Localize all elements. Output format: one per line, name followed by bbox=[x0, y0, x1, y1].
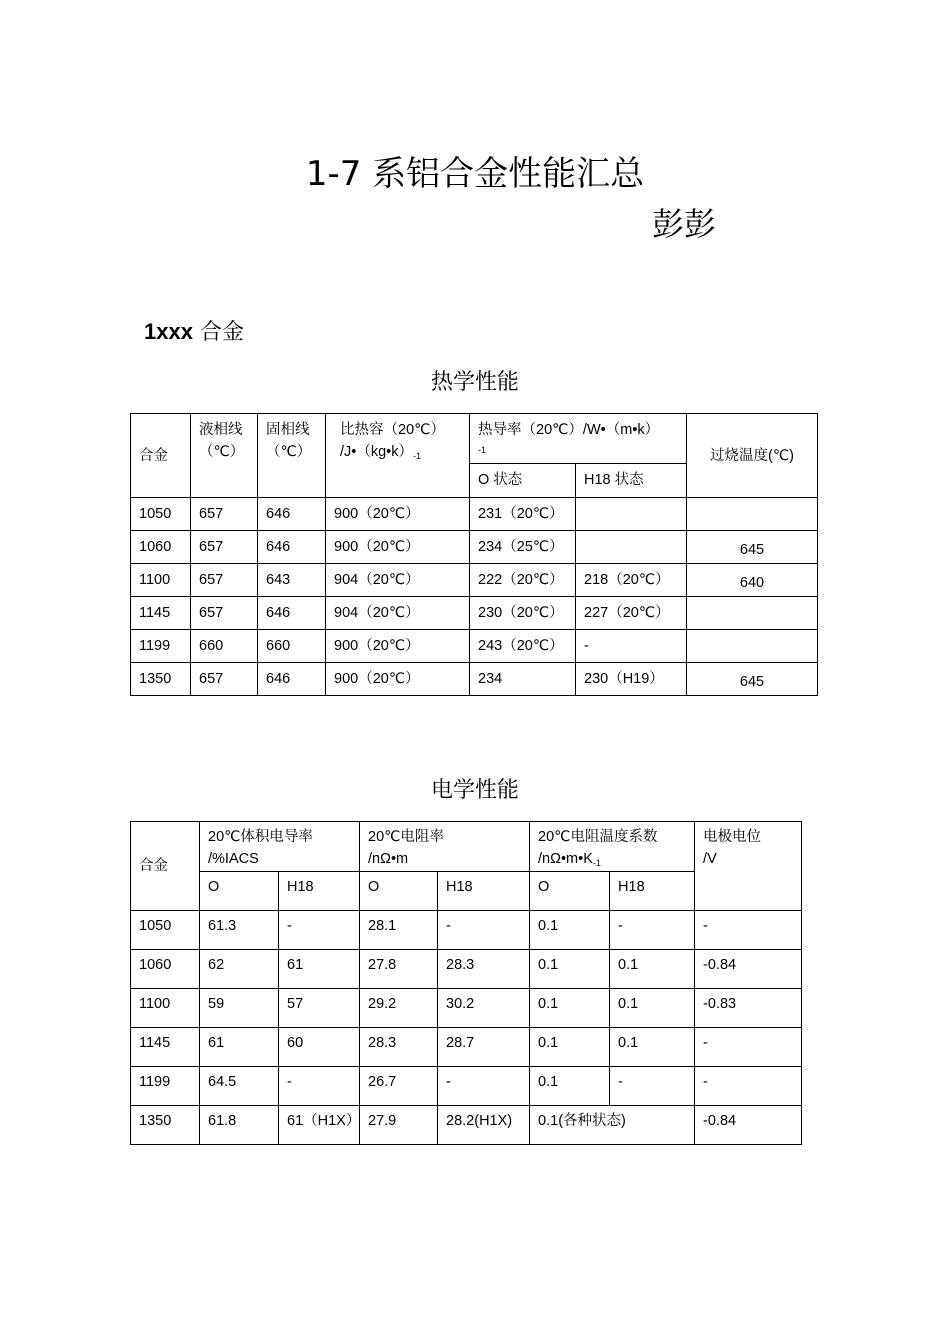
header-burning-temp: 过烧温度(℃) bbox=[687, 414, 818, 498]
table-row bbox=[131, 531, 818, 564]
header-liquidus-line2: （℃） bbox=[199, 444, 245, 460]
cell-burning-temp: 645 bbox=[687, 531, 818, 564]
cell-conductivity-o: 234 bbox=[470, 663, 576, 696]
header-volume-conductivity-line1: 20℃体积电导率 bbox=[208, 829, 313, 845]
header-temp-coefficient bbox=[530, 822, 695, 872]
header-temp-coefficient-line2 bbox=[538, 848, 694, 871]
cell-resistivity-o: 28.3 bbox=[360, 1028, 438, 1067]
cell-conductivity-o: 62 bbox=[200, 950, 279, 989]
cell-electrode-potential: -0.84 bbox=[695, 950, 802, 989]
cell-conductivity-o: 231（20℃） bbox=[470, 498, 576, 531]
cell-conductivity-o: 230（20℃） bbox=[470, 597, 576, 630]
cell-liquidus: 657 bbox=[191, 663, 258, 696]
cell-resistivity-o: 28.1 bbox=[360, 911, 438, 950]
header-liquidus-line1: 液相线 bbox=[199, 422, 243, 438]
header-state-o: O 状态 bbox=[470, 464, 576, 498]
table-row bbox=[131, 1028, 802, 1067]
cell-liquidus: 660 bbox=[191, 630, 258, 663]
header-state-h18: H18 状态 bbox=[576, 464, 687, 498]
table-row bbox=[131, 630, 818, 663]
cell-alloy: 1199 bbox=[131, 1067, 200, 1106]
document-title: 1-7 系铝合金性能汇总 bbox=[305, 154, 645, 194]
header-thermal-conductivity-exponent: -1 bbox=[478, 445, 487, 455]
cell-temp-coefficient-h18: 0.1 bbox=[610, 950, 695, 989]
cell-conductivity-h18: - bbox=[576, 630, 687, 663]
header-specific-heat-line1: 比热容（20℃） bbox=[340, 422, 445, 438]
cell-specific-heat: 904（20℃） bbox=[326, 597, 470, 630]
cell-specific-heat: 900（20℃） bbox=[326, 663, 470, 696]
cell-alloy: 1145 bbox=[131, 1028, 200, 1067]
header-resistivity-h18: H18 bbox=[438, 872, 530, 911]
cell-electrode-potential: - bbox=[695, 911, 802, 950]
header-solidus bbox=[258, 414, 326, 498]
cell-solidus: 646 bbox=[258, 663, 326, 696]
cell-resistivity-h18: - bbox=[438, 1067, 530, 1106]
cell-temp-coefficient-h18: 0.1 bbox=[610, 989, 695, 1028]
cell-liquidus: 657 bbox=[191, 498, 258, 531]
cell-conductivity-h18: 60 bbox=[279, 1028, 360, 1067]
cell-solidus: 646 bbox=[258, 531, 326, 564]
cell-electrode-potential: - bbox=[695, 1067, 802, 1106]
cell-alloy: 1350 bbox=[131, 1106, 200, 1145]
cell-burning-temp bbox=[687, 630, 818, 663]
header-temp-coefficient-exponent: -1 bbox=[592, 858, 601, 868]
cell-solidus: 646 bbox=[258, 597, 326, 630]
table-row bbox=[131, 989, 802, 1028]
cell-conductivity-h18: 61（H1X） bbox=[279, 1106, 360, 1145]
cell-liquidus: 657 bbox=[191, 564, 258, 597]
cell-electrode-potential: -0.83 bbox=[695, 989, 802, 1028]
cell-specific-heat: 904（20℃） bbox=[326, 564, 470, 597]
cell-alloy: 1060 bbox=[131, 950, 200, 989]
header-temp-coefficient-o: O bbox=[530, 872, 610, 911]
header-volume-conductivity-line2: /%IACS bbox=[208, 851, 259, 867]
cell-conductivity-h18: - bbox=[279, 911, 360, 950]
table-row bbox=[131, 597, 818, 630]
electrical-table-caption: 电学性能 bbox=[430, 778, 519, 803]
cell-temp-coefficient-h18: 0.1 bbox=[610, 1028, 695, 1067]
cell-alloy: 1100 bbox=[131, 564, 191, 597]
cell-conductivity-h18: - bbox=[279, 1067, 360, 1106]
header-temp-coefficient-h18: H18 bbox=[610, 872, 695, 911]
header-alloy: 合金 bbox=[131, 414, 191, 498]
cell-alloy: 1060 bbox=[131, 531, 191, 564]
cell-solidus: 643 bbox=[258, 564, 326, 597]
table-row bbox=[131, 1067, 802, 1106]
header-resistivity-o: O bbox=[360, 872, 438, 911]
cell-temp-coefficient-o: 0.1 bbox=[530, 950, 610, 989]
cell-burning-temp: 640 bbox=[687, 564, 818, 597]
table-row bbox=[131, 950, 802, 989]
header-liquidus bbox=[191, 414, 258, 498]
cell-temp-coefficient-all-states: 0.1(各种状态) bbox=[530, 1106, 695, 1145]
header-conductivity-h18: H18 bbox=[279, 872, 360, 911]
cell-resistivity-o: 29.2 bbox=[360, 989, 438, 1028]
cell-temp-coefficient-o: 0.1 bbox=[530, 989, 610, 1028]
table-row bbox=[131, 498, 818, 531]
header-resistivity-line1: 20℃电阻率 bbox=[368, 829, 444, 845]
header-thermal-conductivity-line1: 热导率（20℃）/W•（m•k） bbox=[478, 422, 660, 438]
electrical-properties-table bbox=[130, 821, 802, 1145]
header-resistivity bbox=[360, 822, 530, 872]
cell-conductivity-o: 243（20℃） bbox=[470, 630, 576, 663]
cell-resistivity-o: 27.9 bbox=[360, 1106, 438, 1145]
cell-alloy: 1050 bbox=[131, 911, 200, 950]
cell-resistivity-h18: 30.2 bbox=[438, 989, 530, 1028]
cell-conductivity-o: 59 bbox=[200, 989, 279, 1028]
cell-resistivity-h18: 28.7 bbox=[438, 1028, 530, 1067]
table-row bbox=[131, 911, 802, 950]
cell-conductivity-h18: 61 bbox=[279, 950, 360, 989]
header-specific-heat-line2 bbox=[340, 441, 469, 464]
cell-specific-heat: 900（20℃） bbox=[326, 498, 470, 531]
cell-burning-temp bbox=[687, 498, 818, 531]
table-row bbox=[131, 663, 818, 696]
cell-liquidus: 657 bbox=[191, 531, 258, 564]
cell-alloy: 1350 bbox=[131, 663, 191, 696]
cell-conductivity-h18: 57 bbox=[279, 989, 360, 1028]
cell-conductivity-h18: 227（20℃） bbox=[576, 597, 687, 630]
header-temp-coefficient-line1: 20℃电阻温度系数 bbox=[538, 829, 658, 845]
cell-resistivity-h18: - bbox=[438, 911, 530, 950]
cell-conductivity-h18 bbox=[576, 498, 687, 531]
table-header-row bbox=[131, 822, 802, 872]
cell-burning-temp: 645 bbox=[687, 663, 818, 696]
cell-resistivity-h18: 28.2(H1X) bbox=[438, 1106, 530, 1145]
cell-resistivity-o: 26.7 bbox=[360, 1067, 438, 1106]
cell-specific-heat: 900（20℃） bbox=[326, 531, 470, 564]
header-solidus-line2: （℃） bbox=[266, 444, 312, 460]
header-specific-heat-exponent: -1 bbox=[413, 451, 422, 461]
cell-conductivity-h18: 230（H19） bbox=[576, 663, 687, 696]
cell-conductivity-o: 61 bbox=[200, 1028, 279, 1067]
cell-resistivity-o: 27.8 bbox=[360, 950, 438, 989]
cell-conductivity-o: 64.5 bbox=[200, 1067, 279, 1106]
cell-conductivity-o: 61.3 bbox=[200, 911, 279, 950]
cell-solidus: 646 bbox=[258, 498, 326, 531]
table-header-row bbox=[131, 414, 818, 464]
author-name: 彭彭 bbox=[652, 205, 717, 243]
cell-solidus: 660 bbox=[258, 630, 326, 663]
cell-conductivity-h18: 218（20℃） bbox=[576, 564, 687, 597]
header-electrode-potential-line2: /V bbox=[703, 851, 717, 867]
cell-temp-coefficient-h18: - bbox=[610, 1067, 695, 1106]
cell-alloy: 1145 bbox=[131, 597, 191, 630]
header-thermal-conductivity bbox=[470, 414, 687, 464]
cell-electrode-potential: - bbox=[695, 1028, 802, 1067]
section-heading bbox=[144, 316, 244, 349]
thermal-properties-table bbox=[130, 413, 818, 696]
cell-temp-coefficient-o: 0.1 bbox=[530, 911, 610, 950]
header-solidus-line1: 固相线 bbox=[266, 422, 310, 438]
cell-conductivity-o: 61.8 bbox=[200, 1106, 279, 1145]
cell-specific-heat: 900（20℃） bbox=[326, 630, 470, 663]
table-row bbox=[131, 564, 818, 597]
cell-conductivity-h18 bbox=[576, 531, 687, 564]
cell-liquidus: 657 bbox=[191, 597, 258, 630]
cell-temp-coefficient-h18: - bbox=[610, 911, 695, 950]
table-row bbox=[131, 1106, 802, 1145]
section-code: 1xxx bbox=[144, 319, 193, 344]
header-specific-heat-unit: /J•（kg•k） bbox=[340, 444, 413, 460]
header-volume-conductivity bbox=[200, 822, 360, 872]
header-resistivity-line2: /nΩ•m bbox=[368, 851, 409, 867]
cell-electrode-potential: -0.84 bbox=[695, 1106, 802, 1145]
cell-alloy: 1199 bbox=[131, 630, 191, 663]
cell-alloy: 1050 bbox=[131, 498, 191, 531]
cell-temp-coefficient-o: 0.1 bbox=[530, 1067, 610, 1106]
header-specific-heat bbox=[326, 414, 470, 498]
header-electrode-potential bbox=[695, 822, 802, 911]
cell-burning-temp bbox=[687, 597, 818, 630]
thermal-table-caption: 热学性能 bbox=[430, 370, 519, 395]
cell-alloy: 1100 bbox=[131, 989, 200, 1028]
header-conductivity-o: O bbox=[200, 872, 279, 911]
header-electrode-potential-line1: 电极电位 bbox=[703, 829, 762, 845]
section-label: 合金 bbox=[192, 320, 244, 345]
header-alloy: 合金 bbox=[131, 822, 200, 911]
cell-resistivity-h18: 28.3 bbox=[438, 950, 530, 989]
header-temp-coefficient-unit: /nΩ•m•K bbox=[538, 851, 593, 867]
cell-conductivity-o: 234（25℃） bbox=[470, 531, 576, 564]
cell-temp-coefficient-o: 0.1 bbox=[530, 1028, 610, 1067]
cell-conductivity-o: 222（20℃） bbox=[470, 564, 576, 597]
